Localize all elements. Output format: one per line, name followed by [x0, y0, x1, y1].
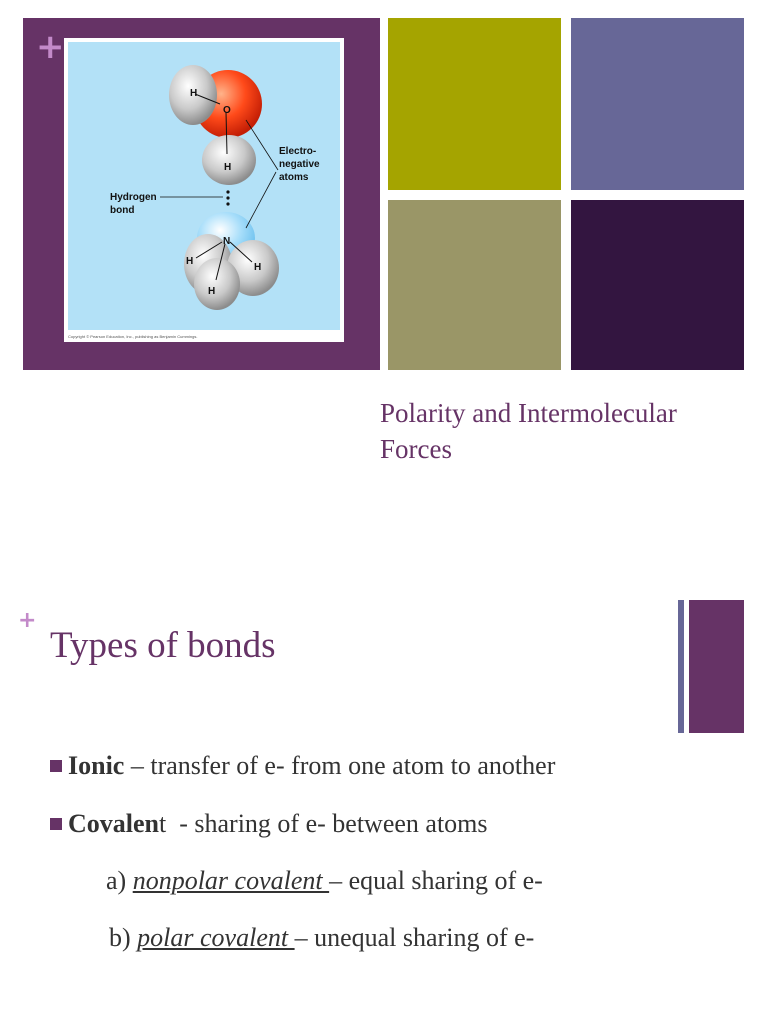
hbond-dot: [226, 196, 229, 199]
atom-label: O: [223, 105, 231, 116]
decor-square-olive: [388, 18, 561, 190]
sub-item-polar: [109, 922, 534, 954]
decor-square-plum: [571, 200, 744, 370]
decor-square-khaki: [388, 200, 561, 370]
sub-item-text: – equal sharing of e-: [329, 866, 543, 895]
hydrogen-bond-label-1: Hydrogen: [110, 192, 157, 203]
atom-label: H: [224, 162, 232, 173]
bullet-square-icon: [50, 818, 62, 830]
copyright-note: Copyright © Pearson Education, Inc., publishing as Benjamin Cummings.: [68, 334, 198, 339]
plus-icon: +: [18, 608, 37, 633]
hbond-dot: [226, 202, 229, 205]
atom-label: H: [254, 262, 262, 273]
bullet-text: – transfer of e- from one atom to another: [124, 751, 556, 780]
hydrogen-bond-figure: [68, 42, 340, 330]
sub-item-nonpolar: [106, 865, 543, 897]
atom-label: H: [190, 88, 198, 99]
bullet-covalent: [50, 808, 488, 840]
bullet-text: - sharing of e- between atoms: [166, 809, 488, 838]
hydrogen-atom-bottom: [194, 258, 240, 310]
atom-label: H: [208, 286, 216, 297]
atom-label: N: [223, 236, 231, 247]
molecule-diagram: [68, 42, 340, 330]
plus-icon: +: [36, 27, 65, 67]
slide-title: Polarity and Intermolecular Forces: [380, 398, 677, 464]
sub-item-prefix: b): [109, 923, 138, 952]
sub-item-text: – unequal sharing of e-: [294, 923, 535, 952]
decor-bar-thick: [689, 600, 744, 733]
sub-item-term: nonpolar covalent: [132, 866, 330, 895]
bullet-term: Ionic: [68, 751, 125, 780]
atom-label: H: [186, 256, 194, 267]
slide-title: Types of bonds: [50, 625, 276, 666]
electronegative-label-3: atoms: [279, 172, 309, 183]
hbond-dot: [226, 190, 229, 193]
decor-bar-thin: [678, 600, 684, 733]
hydrogen-bond-label-2: bond: [110, 205, 135, 216]
bullet-square-icon: [50, 760, 62, 772]
bullet-term: Covalen: [68, 809, 159, 838]
sub-item-prefix: a): [106, 866, 133, 895]
decor-square-slate: [571, 18, 744, 190]
electronegative-label-1: Electro-: [279, 146, 317, 157]
electronegative-label-2: negative: [279, 159, 320, 170]
bullet-ionic: [50, 750, 555, 782]
bullet-term-tail: t: [159, 809, 167, 838]
sub-item-term: polar covalent: [137, 923, 295, 952]
hydrogen-atom-middle: [202, 135, 256, 185]
